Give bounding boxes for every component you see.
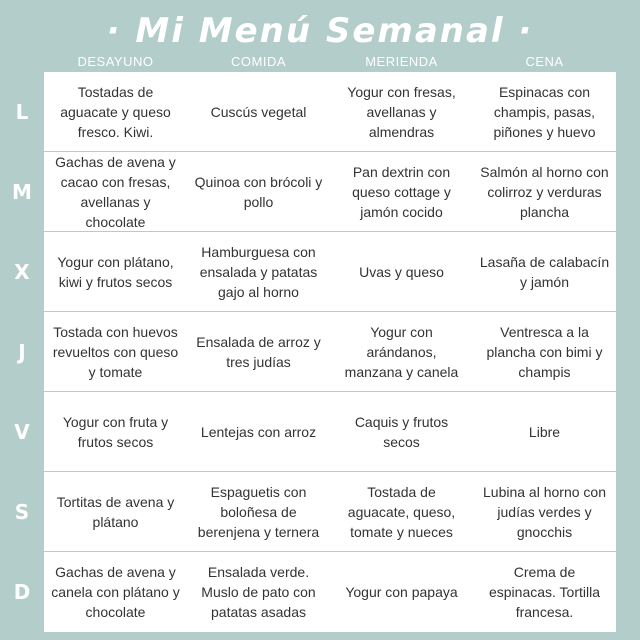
- column-header-desayuno: DESAYUNO: [77, 54, 154, 69]
- menu-cell: Uvas y queso: [330, 232, 473, 312]
- menu-cell: Caquis y frutos secos: [330, 392, 473, 472]
- menu-cell: Ensalada verde. Muslo de pato con patatas asadas: [201, 564, 316, 620]
- menu-cell: Ensalada de arroz y tres judías: [187, 312, 330, 392]
- menu-cell: Salmón al horno con colirroz y verduras plancha: [473, 152, 616, 232]
- menu-cell: Yogur con plátano, kiwi y frutos secos: [44, 232, 187, 312]
- menu-cell: Yogur con arándanos, manzana y canela: [330, 312, 473, 392]
- day-label-viernes: V: [14, 420, 30, 444]
- menu-cell: Hamburguesa con ensalada y patatas gajo al horno: [187, 232, 330, 312]
- menu-cell: Espaguetis con boloñesa de berenjena y ternera: [187, 472, 330, 552]
- menu-cell: Espinacas con champis, pasas, piñones y huevo: [473, 72, 616, 152]
- menu-cell: Gachas de avena y cacao con fresas, avellanas y chocolate: [44, 152, 187, 232]
- menu-cell: Tostada con huevos revueltos con queso y tomate: [44, 312, 187, 392]
- day-label-domingo: D: [13, 580, 31, 604]
- menu-cell: Tostadas de aguacate y queso fresco. Kiwi.: [44, 72, 187, 152]
- menu-cell: Tostada de aguacate, queso, tomate y nueces: [330, 472, 473, 552]
- menu-table: [44, 72, 616, 632]
- menu-cell: Gachas de avena y canela con plátano y chocolate: [51, 564, 180, 620]
- menu-cell: Cuscús vegetal: [187, 72, 330, 152]
- menu-cell: Yogur con fresas, avellanas y almendras: [330, 72, 473, 152]
- day-label-lunes: L: [15, 100, 29, 124]
- day-label-jueves: J: [18, 340, 26, 364]
- menu-cell: Yogur con fruta y frutos secos: [44, 392, 187, 472]
- day-labels: [0, 72, 44, 632]
- menu-cell: Crema de espinacas. Tortilla francesa.: [488, 564, 601, 620]
- menu-cell: Lubina al horno con judías verdes y gnocchis: [473, 472, 616, 552]
- menu-cell: Quinoa con brócoli y pollo: [187, 152, 330, 232]
- day-label-sabado: S: [14, 500, 30, 524]
- menu-cell: Pan dextrin con queso cottage y jamón cocido: [330, 152, 473, 232]
- column-header-cena: CENA: [525, 54, 564, 69]
- column-headers: [44, 54, 616, 74]
- menu-cell: Ventresca a la plancha con bimi y champis: [473, 312, 616, 392]
- column-header-merienda: MERIENDA: [365, 54, 438, 69]
- menu-cell: Lasaña de calabacín y jamón: [473, 232, 616, 312]
- day-label-miercoles: X: [14, 260, 30, 284]
- column-header-comida: COMIDA: [231, 54, 286, 69]
- menu-cell: Lentejas con arroz: [187, 392, 330, 472]
- menu-cell: Libre: [473, 392, 616, 472]
- page-title: · Mi Menú Semanal ·: [106, 11, 534, 51]
- menu-cell: Yogur con papaya: [345, 584, 458, 600]
- menu-cell: Tortitas de avena y plátano: [44, 472, 187, 552]
- day-label-martes: M: [12, 180, 32, 204]
